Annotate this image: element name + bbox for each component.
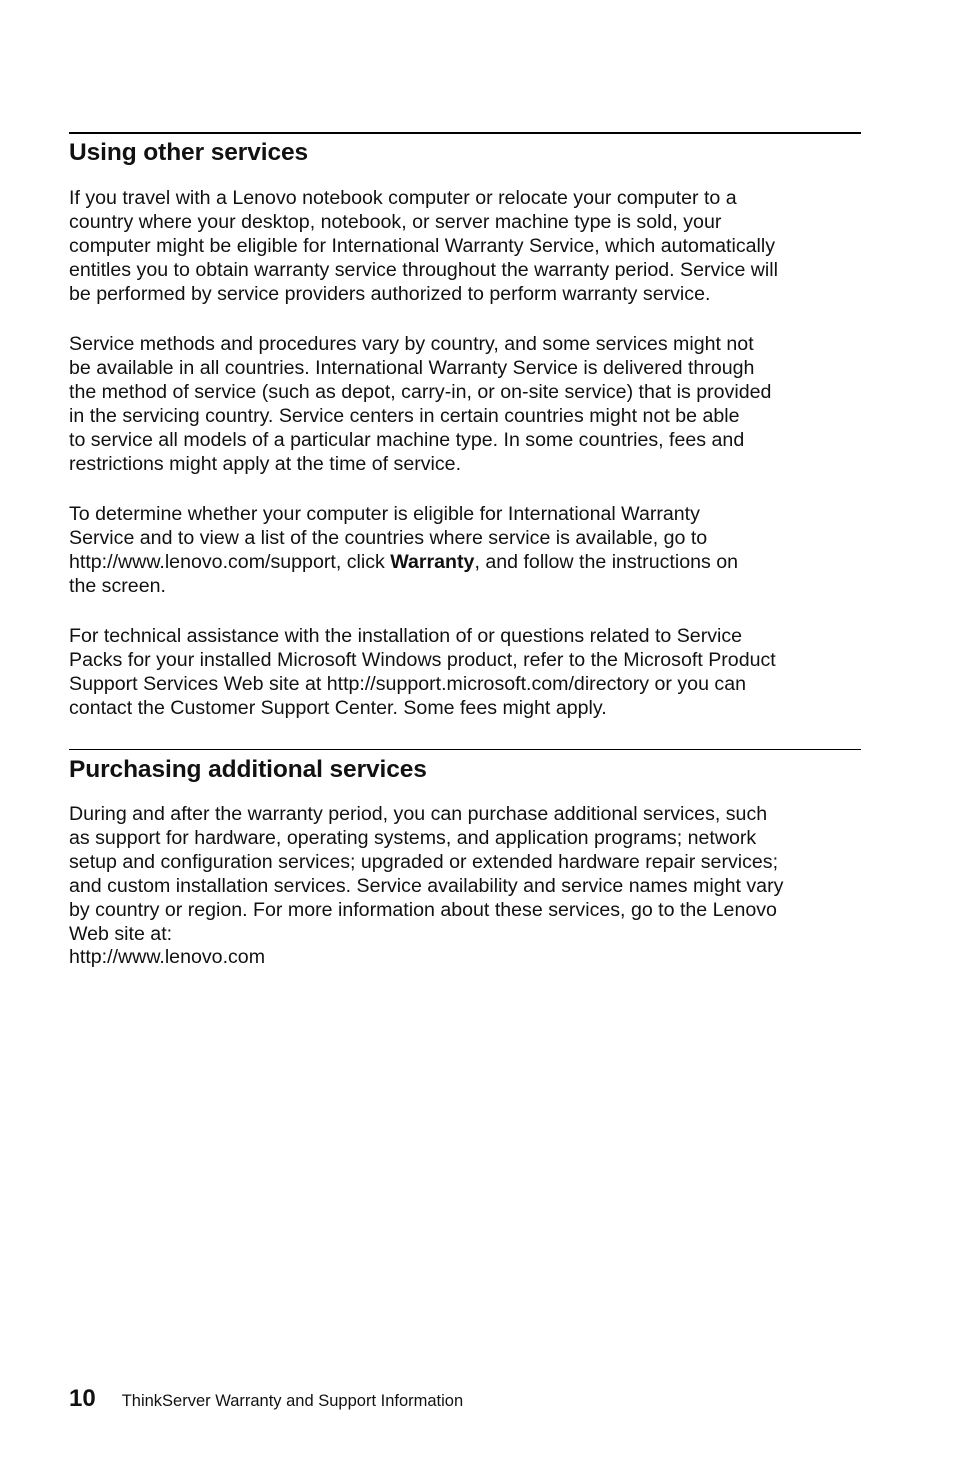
- support-url-text: http://www.lenovo.com/support, click: [69, 550, 391, 573]
- text-line: restrictions might apply at the time of service.: [69, 452, 462, 475]
- text-line: Service and to view a list of the countries where service is available, go to: [69, 526, 708, 549]
- text-line: be available in all countries. International Warranty Service is delivered through: [69, 356, 755, 379]
- section-divider: [69, 749, 861, 750]
- text-line: Packs for your installed Microsoft Windows product, refer to the Microsoft Product: [69, 648, 776, 671]
- text-line: country where your desktop, notebook, or server machine type is sold, your: [69, 210, 722, 233]
- text-line: setup and configuration services; upgraded or extended hardware repair services;: [69, 850, 779, 873]
- document-title: ThinkServer Warranty and Support Information: [121, 1392, 464, 1410]
- text-line: in the servicing country. Service centers in certain countries might not be able: [69, 404, 740, 427]
- paragraph-technical-assistance: [69, 625, 776, 721]
- text-line: be performed by service providers authorized to perform warranty service.: [69, 282, 711, 305]
- text-line: Service methods and procedures vary by country, and some services might not: [69, 333, 754, 355]
- text-line: During and after the warranty period, you can purchase additional services, such: [69, 803, 768, 825]
- text-line: Support Services Web site at http://support.microsoft.com/directory or you can: [69, 672, 746, 695]
- lenovo-url-text: http://www.lenovo.com: [69, 946, 266, 969]
- text-line: To determine whether your computer is eligible for International Warranty: [69, 503, 700, 525]
- paragraph-service-methods: [69, 333, 771, 476]
- page-number: 10: [69, 1385, 96, 1412]
- section-divider: [69, 132, 861, 134]
- text-line-with-bold: [69, 551, 738, 575]
- text-line: the method of service (such as depot, carry-in, or on-site service) that is provided: [69, 380, 772, 403]
- paragraph-international-warranty-intro: [69, 187, 778, 307]
- paragraph-purchasing-services: [69, 803, 783, 970]
- section-heading-purchasing-additional-services: Purchasing additional services: [69, 756, 427, 783]
- paragraph-determine-eligibility: [69, 503, 738, 599]
- warranty-bold-term: Warranty: [390, 550, 475, 573]
- text-line: entitles you to obtain warranty service throughout the warranty period. Service will: [69, 258, 778, 281]
- text-line: and custom installation services. Service availability and service names might vary: [69, 874, 784, 897]
- text-line: For technical assistance with the installation of or questions related to Service: [69, 625, 743, 647]
- text-line: Web site at:: [69, 922, 173, 945]
- text-line: contact the Customer Support Center. Some fees might apply.: [69, 696, 607, 719]
- text-line: If you travel with a Lenovo notebook computer or relocate your computer to a: [69, 187, 737, 209]
- text-line: the screen.: [69, 574, 166, 597]
- instructions-text: , and follow the instructions on: [474, 550, 739, 573]
- text-line: to service all models of a particular machine type. In some countries, fees and: [69, 428, 745, 451]
- text-line: computer might be eligible for International Warranty Service, which automatically: [69, 234, 776, 257]
- text-line: by country or region. For more information about these services, go to the Lenovo: [69, 898, 777, 921]
- page-footer: [69, 1384, 463, 1414]
- text-line: as support for hardware, operating systems, and application programs; network: [69, 826, 757, 849]
- section-heading-using-other-services: Using other services: [69, 139, 309, 166]
